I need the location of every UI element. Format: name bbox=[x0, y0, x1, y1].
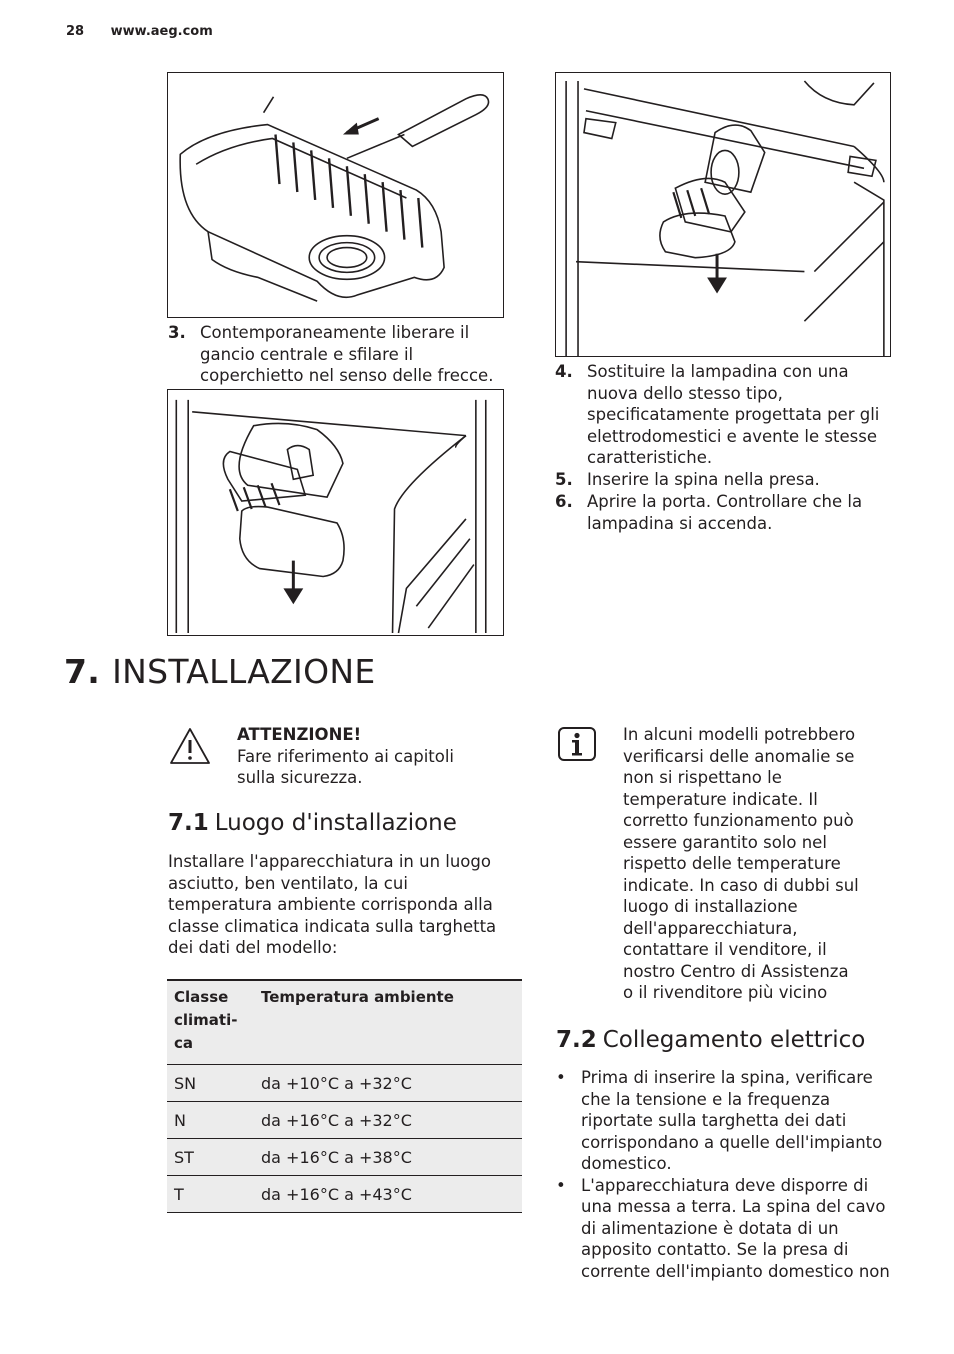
subsection-title-text: Collegamento elettrico bbox=[602, 1027, 866, 1053]
step-line: elettrodomestici e avente le stesse bbox=[587, 426, 877, 446]
header-url: www.aeg.com bbox=[110, 24, 213, 39]
info-line: verificarsi delle anomalie se bbox=[623, 746, 855, 766]
step-line: lampadina si accenda. bbox=[587, 513, 773, 533]
table-row bbox=[167, 1102, 522, 1139]
step-text bbox=[200, 322, 493, 387]
step-line: Sostituire la lampadina con una bbox=[587, 362, 849, 381]
step-number: 3. bbox=[168, 323, 186, 342]
step-line: Contemporaneamente liberare il bbox=[200, 323, 470, 342]
bullet-list bbox=[556, 1067, 916, 1282]
step-line: specificatamente progettata per gli bbox=[587, 405, 880, 424]
bullet-line: L'apparecchiatura deve disporre di bbox=[581, 1175, 869, 1195]
paragraph-line: temperatura ambiente corrisponda alla bbox=[168, 895, 493, 914]
bullet-line: di alimentazione è dotata di un bbox=[581, 1218, 839, 1238]
cover-pull-illustration bbox=[168, 390, 503, 635]
header-line: Classe bbox=[174, 988, 229, 1006]
info-line: In alcuni modelli potrebbero bbox=[623, 725, 856, 744]
table-header-row bbox=[167, 980, 522, 1065]
info-text bbox=[623, 724, 913, 1004]
paragraph-line: asciutto, ben ventilato, la cui bbox=[168, 873, 408, 893]
bullet-line: che la tensione e la frequenza bbox=[581, 1089, 831, 1109]
bullet-line: corrispondano a quelle dell'impianto bbox=[581, 1132, 883, 1152]
info-icon bbox=[557, 726, 597, 762]
bullet-line: Prima di inserire la spina, verificare bbox=[581, 1068, 873, 1087]
bullet-marker: • bbox=[556, 1175, 566, 1195]
section-title bbox=[64, 652, 376, 691]
header-line: ca bbox=[174, 1034, 194, 1052]
cell-temperature: da +16°C a +38°C bbox=[254, 1139, 522, 1176]
info-line: contattare il venditore, il bbox=[623, 940, 827, 959]
step-text bbox=[587, 469, 820, 491]
bullet-line: apposito contatto. Se la presa di bbox=[581, 1240, 849, 1259]
info-line: temperature indicate. Il bbox=[623, 789, 818, 809]
step-6 bbox=[555, 491, 900, 535]
info-line: rispetto delle temperature bbox=[623, 854, 841, 873]
step-line: gancio centrale e sfilare il bbox=[200, 344, 414, 364]
paragraph-line: dei dati del modello: bbox=[168, 938, 338, 957]
info-line: dell'apparecchiatura, bbox=[623, 918, 798, 938]
warning-line: sulla sicurezza. bbox=[237, 768, 363, 787]
cell-temperature: da +16°C a +32°C bbox=[254, 1102, 522, 1139]
paragraph-line: Installare l'apparecchiatura in un luogo bbox=[168, 852, 491, 871]
cover-removal-illustration bbox=[168, 73, 503, 317]
header-line: climati- bbox=[174, 1011, 238, 1029]
cell-temperature: da +10°C a +32°C bbox=[254, 1065, 522, 1102]
section-title-text: INSTALLAZIONE bbox=[112, 652, 376, 691]
step-4 bbox=[555, 361, 900, 471]
step-5 bbox=[555, 469, 900, 491]
info-line: corretto funzionamento può bbox=[623, 811, 854, 830]
table-row bbox=[167, 1139, 522, 1176]
cell-class: T bbox=[167, 1176, 254, 1213]
info-line: non si rispettano le bbox=[623, 768, 782, 787]
step-line: Aprire la porta. Controllare che la bbox=[587, 492, 863, 511]
table-row bbox=[167, 1065, 522, 1102]
cell-class: ST bbox=[167, 1139, 254, 1176]
warning-icon bbox=[168, 726, 212, 766]
warning-line: Fare riferimento ai capitoli bbox=[237, 746, 455, 766]
list-item bbox=[556, 1067, 916, 1175]
info-line: indicate. In caso di dubbi sul bbox=[623, 875, 859, 895]
step-number: 5. bbox=[555, 470, 573, 489]
paragraph-line: classe climatica indicata sulla targhetta bbox=[168, 916, 497, 936]
figure-cover-pull bbox=[167, 389, 504, 636]
subsection-7-2-title bbox=[556, 1027, 865, 1053]
subsection-number: 7.1 bbox=[168, 810, 209, 836]
bullet-line: corrente dell'impianto domestico non bbox=[581, 1261, 890, 1281]
subsection-title-text: Luogo d'installazione bbox=[214, 810, 457, 836]
subsection-number: 7.2 bbox=[556, 1027, 597, 1053]
bullet-line: una messa a terra. La spina del cavo bbox=[581, 1197, 886, 1216]
figure-cover-removal bbox=[167, 72, 504, 318]
cell-temperature: da +16°C a +43°C bbox=[254, 1176, 522, 1213]
step-3 bbox=[168, 322, 513, 388]
bullet-line: domestico. bbox=[581, 1154, 672, 1173]
step-line: coperchietto nel senso delle frecce. bbox=[200, 366, 494, 385]
page-number: 28 bbox=[66, 24, 85, 39]
subsection-7-1-text bbox=[168, 851, 518, 959]
climate-class-table bbox=[167, 979, 522, 1213]
header-ambient-temperature bbox=[254, 980, 522, 1065]
header-climate-class bbox=[167, 980, 254, 1065]
page-header bbox=[66, 24, 213, 39]
step-number: 6. bbox=[555, 492, 573, 511]
bullet-marker: • bbox=[556, 1068, 566, 1087]
subsection-7-1-title bbox=[168, 810, 457, 836]
warning-text bbox=[237, 724, 527, 789]
bullet-line: riportate sulla targhetta dei dati bbox=[581, 1111, 847, 1130]
step-text bbox=[587, 361, 879, 469]
info-line: essere garantito solo nel bbox=[623, 832, 827, 852]
figure-bulb-replace bbox=[555, 72, 891, 357]
section-number: 7. bbox=[64, 652, 101, 691]
cell-class: SN bbox=[167, 1065, 254, 1102]
step-line: caratteristiche. bbox=[587, 448, 713, 467]
warning-title: ATTENZIONE! bbox=[237, 725, 362, 744]
table-row bbox=[167, 1176, 522, 1213]
bulb-replace-illustration bbox=[556, 73, 890, 356]
info-line: luogo di installazione bbox=[623, 897, 798, 916]
list-item bbox=[556, 1175, 916, 1283]
info-line: nostro Centro di Assistenza bbox=[623, 961, 849, 981]
step-text bbox=[587, 491, 862, 534]
header-line: Temperatura ambiente bbox=[261, 988, 454, 1006]
step-number: 4. bbox=[555, 362, 573, 381]
cell-class: N bbox=[167, 1102, 254, 1139]
info-line: o il rivenditore più vicino bbox=[623, 983, 828, 1002]
step-line: nuova dello stesso tipo, bbox=[587, 383, 783, 403]
step-line: Inserire la spina nella presa. bbox=[587, 470, 820, 489]
